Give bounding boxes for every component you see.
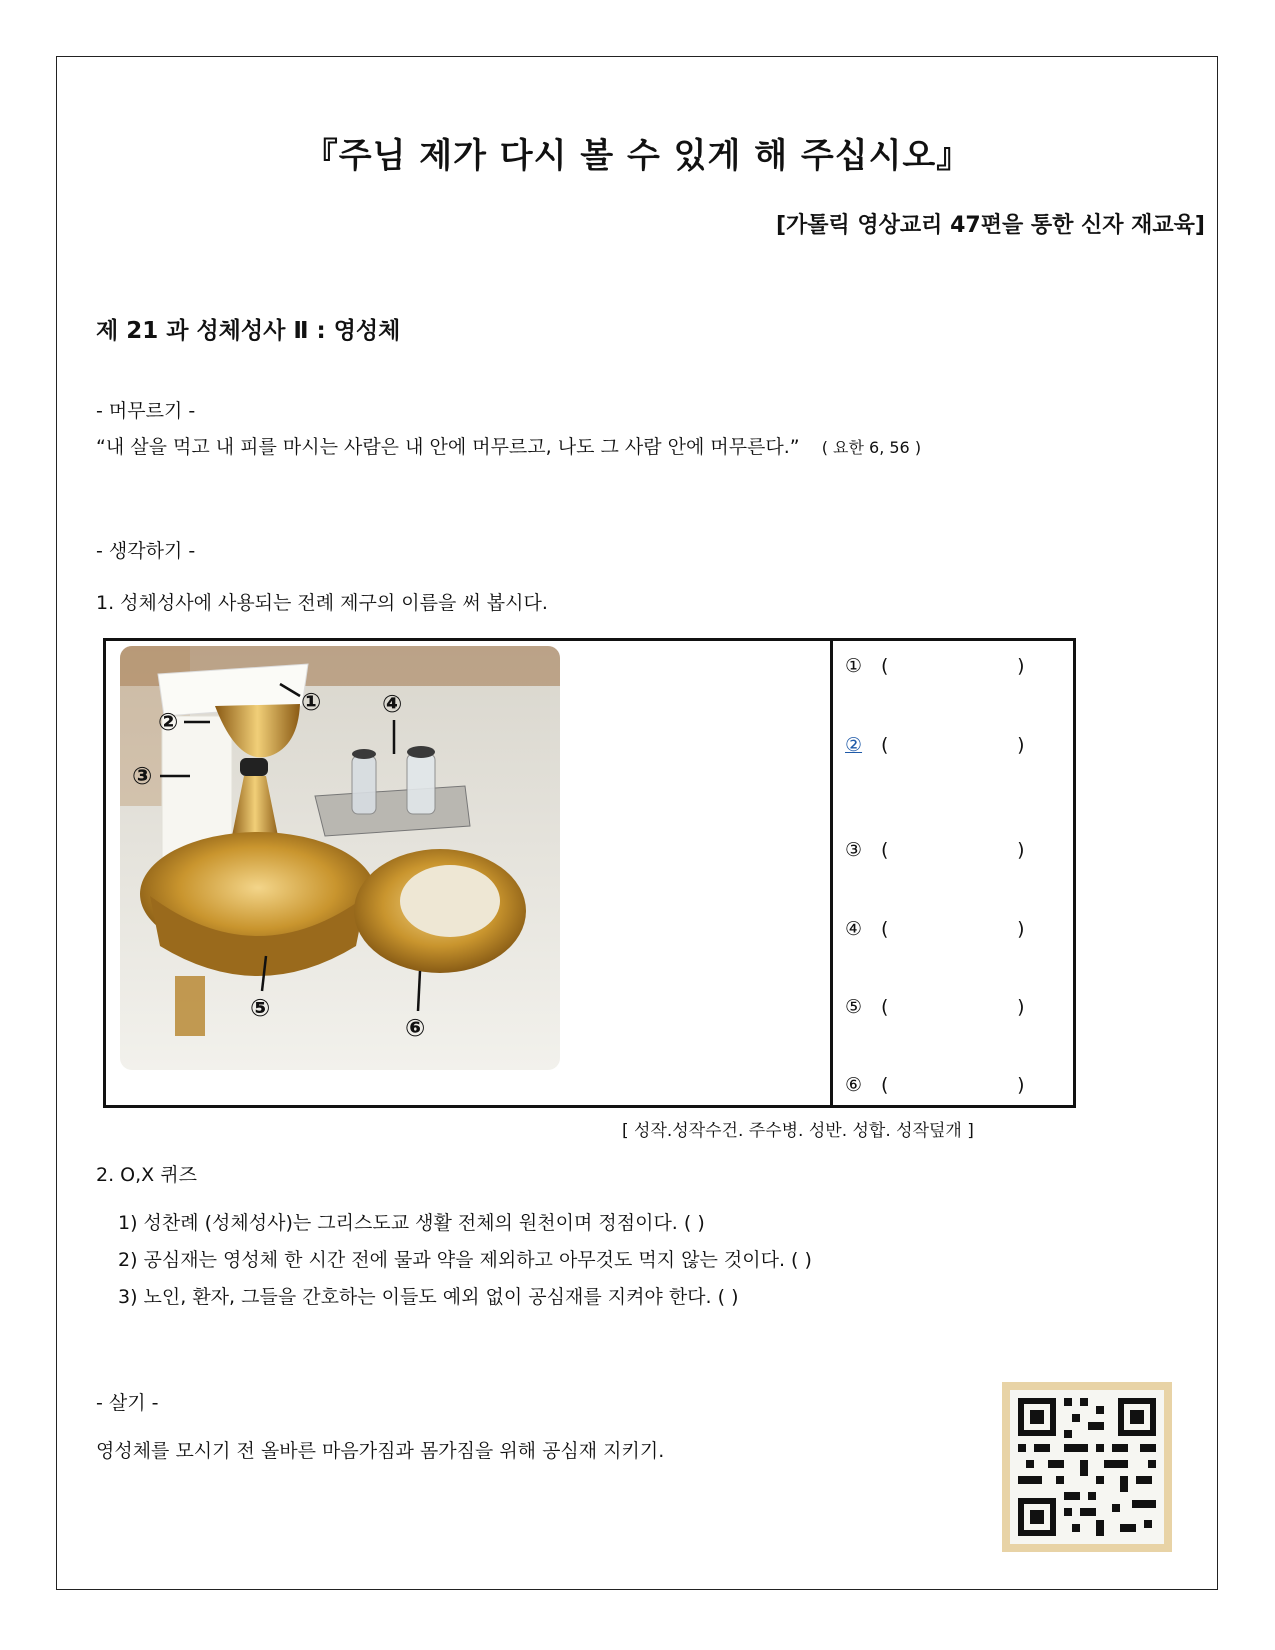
callout-1: ① — [301, 688, 322, 716]
vessels-caption: [ 성작.성작수건. 주수병. 성반. 성합. 성작덮개 ] — [622, 1121, 974, 1141]
answer-num: ① — [845, 655, 863, 677]
lesson-title: 제 21 과 성체성사 Ⅱ : 영성체 — [96, 318, 401, 344]
answer-close: ) — [1017, 918, 1025, 940]
answer-row-3 — [845, 839, 1025, 861]
callout-5: ⑤ — [250, 994, 271, 1022]
answer-open: ( — [881, 1074, 889, 1096]
qr-code[interactable] — [1002, 1382, 1172, 1552]
quiz-item-2: 2) 공심재는 영성체 한 시간 전에 물과 약을 제외하고 아무것도 먹지 않는 것이다. ( ) — [118, 1249, 812, 1271]
live-text: 영성체를 모시기 전 올바른 마음가짐과 몸가짐을 위해 공심재 지키기. — [96, 1440, 665, 1462]
callout-6: ⑥ — [405, 1014, 426, 1042]
answer-open: ( — [881, 996, 889, 1018]
answer-row-4 — [845, 918, 1025, 940]
answer-num: ⑤ — [845, 996, 863, 1018]
answer-open: ( — [881, 918, 889, 940]
answer-close: ) — [1017, 839, 1025, 861]
liturgical-vessels-photo — [120, 646, 560, 1070]
question-2: 2. O,X 퀴즈 — [96, 1164, 197, 1186]
remain-quote: “내 살을 먹고 내 피를 마시는 사람은 내 안에 머무르고, 나도 그 사람 안에 머무른다.” — [96, 436, 800, 458]
callout-2: ② — [158, 708, 179, 736]
answer-row-2 — [845, 734, 1025, 756]
answer-close: ) — [1017, 655, 1025, 677]
remain-heading: - 머무르기 - — [96, 400, 196, 422]
question-1: 1. 성체성사에 사용되는 전례 제구의 이름을 써 봅시다. — [96, 592, 548, 614]
figure-divider — [830, 638, 833, 1108]
answer-row-6 — [845, 1074, 1025, 1096]
callout-4: ④ — [382, 690, 403, 718]
answer-open: ( — [881, 655, 889, 677]
remain-reference: ( 요한 6, 56 ) — [821, 438, 922, 457]
page-subtitle: [가톨릭 영상교리 47편을 통한 신자 재교육] — [775, 213, 1205, 238]
quiz-item-1: 1) 성찬례 (성체성사)는 그리스도교 생활 전체의 원천이며 정점이다. ( ) — [118, 1212, 705, 1234]
answer-num: ④ — [845, 918, 863, 940]
live-heading: - 살기 - — [96, 1392, 159, 1414]
answer-num: ③ — [845, 839, 863, 861]
answer-row-5 — [845, 996, 1025, 1018]
quiz-item-3: 3) 노인, 환자, 그들을 간호하는 이들도 예외 없이 공심재를 지켜야 한다. ( ) — [118, 1286, 739, 1308]
think-heading: - 생각하기 - — [96, 540, 196, 562]
answer-close: ) — [1017, 1074, 1025, 1096]
answer-num: ⑥ — [845, 1074, 863, 1096]
page-title: 『주님 제가 다시 볼 수 있게 해 주십시오』 — [303, 136, 972, 176]
qr-code-image — [1002, 1382, 1172, 1552]
answer-close: ) — [1017, 734, 1025, 756]
answer-close: ) — [1017, 996, 1025, 1018]
answer-num-link[interactable]: ② — [845, 734, 863, 756]
vessels-illustration — [120, 646, 560, 1070]
answer-open: ( — [881, 839, 889, 861]
callout-3: ③ — [132, 762, 153, 790]
answer-row-1 — [845, 655, 1025, 677]
answer-open: ( — [881, 734, 889, 756]
remain-quote-line — [96, 432, 921, 459]
